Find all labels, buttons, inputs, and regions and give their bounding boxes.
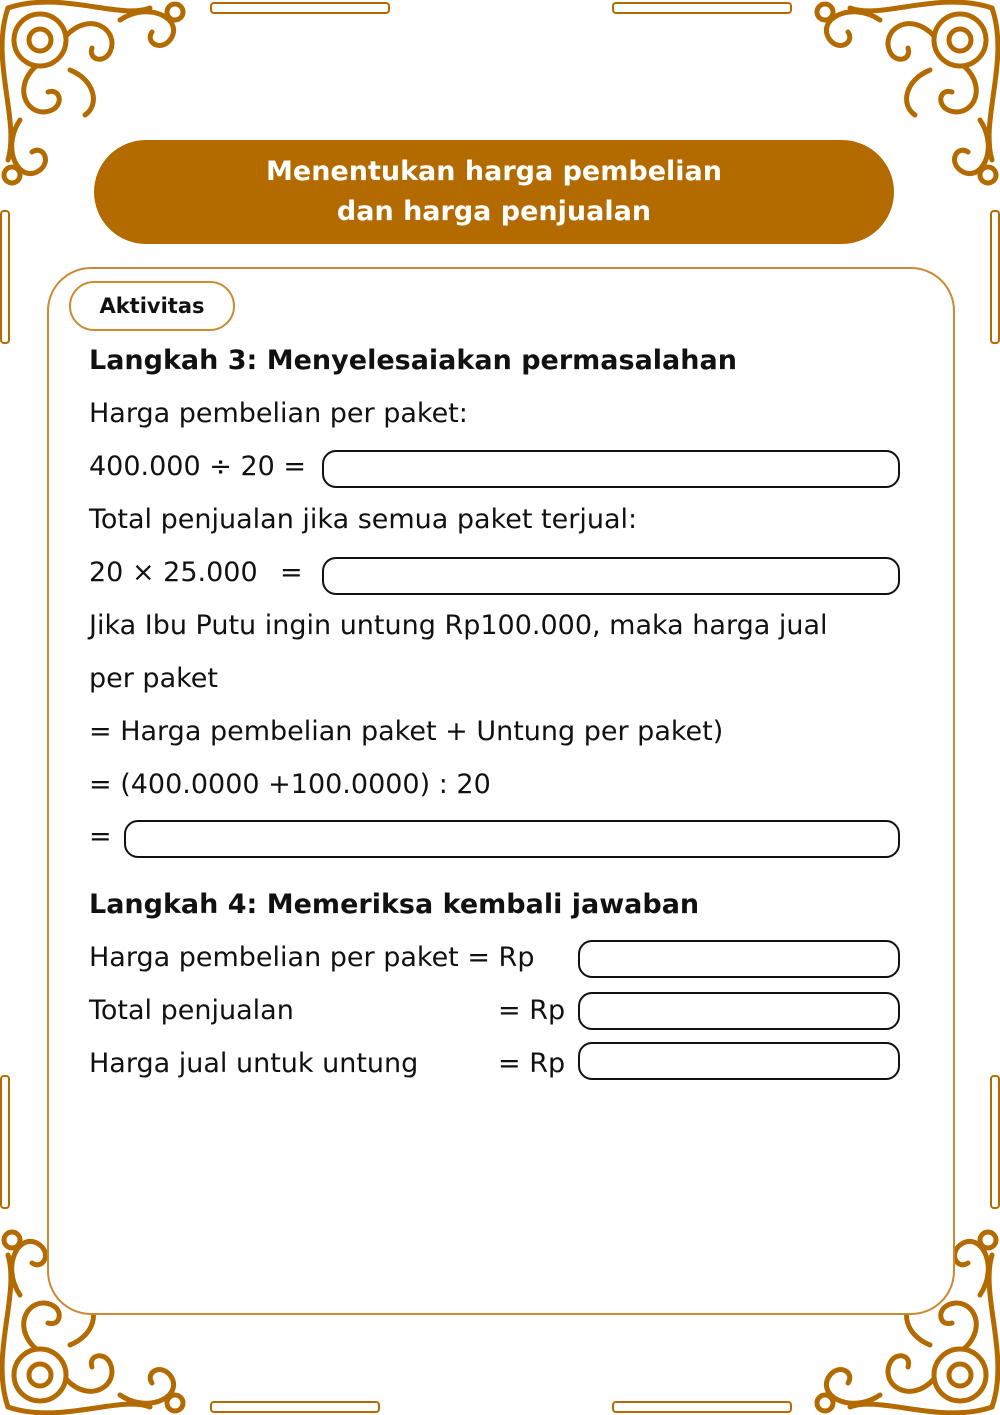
purchase-expression: 400.000 ÷ 20 = <box>89 451 307 482</box>
border-rule-left-top <box>0 210 10 344</box>
formula-line-2: = (400.0000 +100.0000) : 20 <box>89 769 491 800</box>
title-banner <box>94 140 894 244</box>
check-sales-label: Total penjualan <box>89 995 294 1026</box>
sales-label: Total penjualan jika semua paket terjual: <box>89 504 638 535</box>
purchase-label: Harga pembelian per paket: <box>89 398 468 429</box>
border-rule-bottom-left <box>210 1401 380 1413</box>
title-line-1: Menentukan harga pembelian <box>266 156 722 187</box>
border-rule-left-bottom <box>0 1075 10 1209</box>
formula-line-1: = Harga pembelian paket + Untung per paket) <box>89 716 724 747</box>
title-line-2: dan harga penjualan <box>336 196 652 227</box>
check-selling-equals: = Rp <box>498 1048 566 1079</box>
check-purchase-label: Harga pembelian per paket = Rp <box>89 942 535 973</box>
border-rule-right-bottom <box>990 1075 1000 1209</box>
border-rule-right-top <box>990 210 1000 344</box>
step4-heading: Langkah 4: Memeriksa kembali jawaban <box>89 889 700 920</box>
border-rule-bottom-right <box>612 1401 792 1413</box>
result-equals: = <box>89 821 112 852</box>
border-rule-top-left <box>210 2 390 14</box>
border-rule-top-right <box>612 2 792 14</box>
check-purchase-input[interactable] <box>578 940 900 978</box>
sales-expression: 20 × 25.000 <box>89 557 258 588</box>
check-selling-input[interactable] <box>578 1042 900 1080</box>
step3-heading: Langkah 3: Menyelesaiakan permasalahan <box>89 345 737 376</box>
profit-text-line-2: per paket <box>89 663 218 694</box>
check-selling-label: Harga jual untuk untung <box>89 1048 419 1079</box>
check-sales-equals: = Rp <box>498 995 566 1026</box>
sales-answer-input[interactable] <box>322 557 900 595</box>
profit-text-line-1: Jika Ibu Putu ingin untung Rp100.000, maka harga jual <box>89 610 828 641</box>
activity-badge: Aktivitas <box>69 281 235 331</box>
sales-equals: = <box>280 557 303 588</box>
purchase-answer-input[interactable] <box>322 450 900 488</box>
selling-price-answer-input[interactable] <box>124 820 900 858</box>
check-sales-input[interactable] <box>578 992 900 1030</box>
